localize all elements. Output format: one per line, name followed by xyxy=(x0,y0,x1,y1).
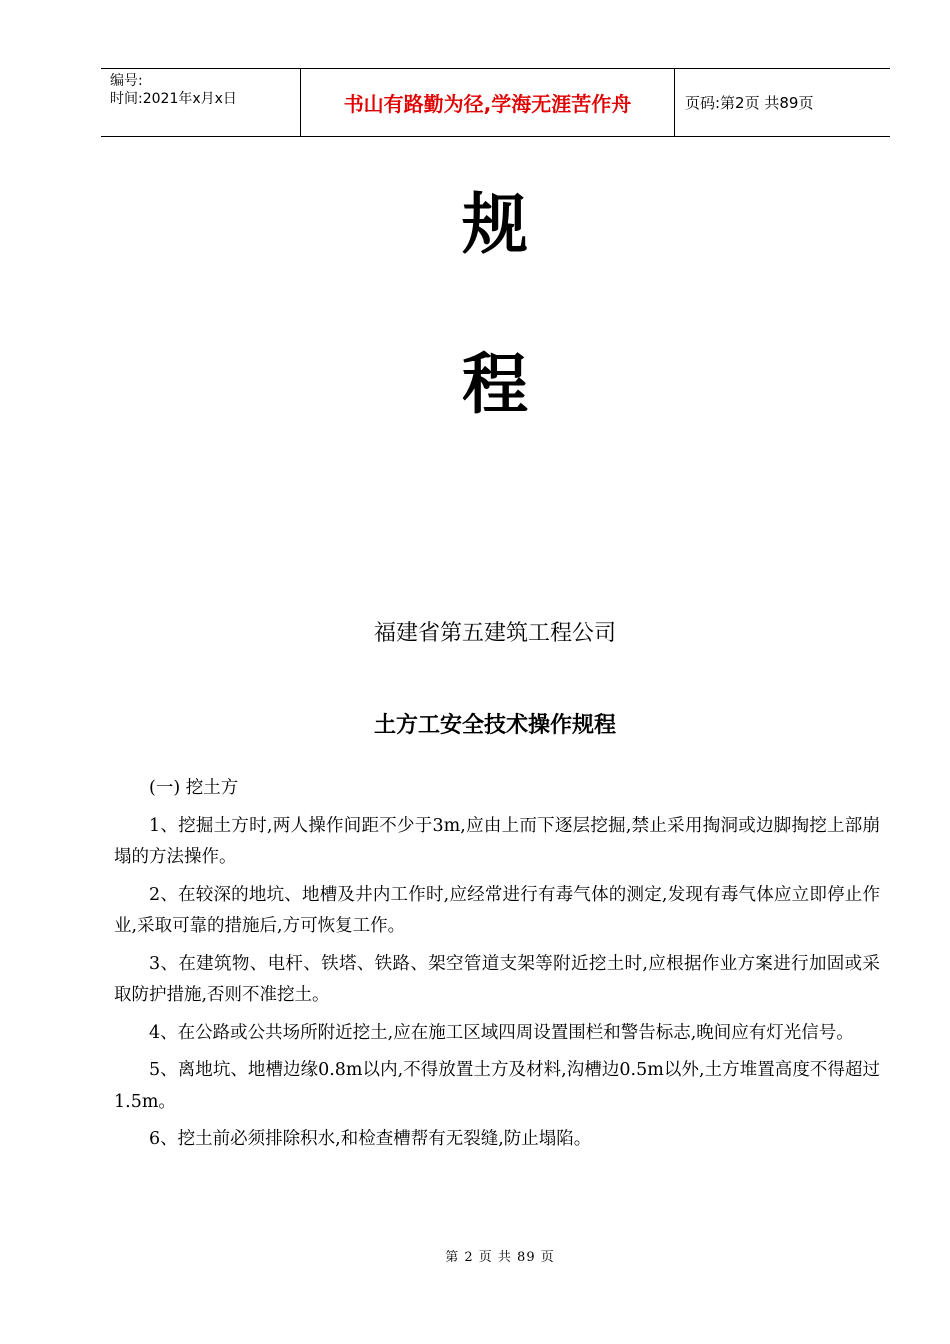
paragraph: 1、挖掘土方时,两人操作间距不少于3m,应由上而下逐层挖掘,禁止采用掏洞或边脚掏挖上部崩塌的方法操作。 xyxy=(114,815,880,867)
paragraph: 5、离地坑、地槽边缘0.8m以内,不得放置土方及材料,沟槽边0.5m以外,土方堆置高度不得超过1.5m。 xyxy=(114,1060,880,1112)
paragraph: 2、在较深的地坑、地槽及井内工作时,应经常进行有毒气体的测定,发现有毒气体应立即停止作业,采取可靠的措施后,方可恢复工作。 xyxy=(114,884,880,936)
header-motto: 书山有路勤为径,学海无涯苦作舟 xyxy=(301,69,675,136)
time-label: 时间:2021年x月x日 xyxy=(110,91,237,107)
cover-char-2: 程 xyxy=(462,346,528,423)
company-name: 福建省第五建筑工程公司 xyxy=(373,621,616,646)
page-header xyxy=(101,68,890,137)
number-label: 编号: xyxy=(110,73,143,89)
cover-char-1: 规 xyxy=(462,186,528,263)
document-body xyxy=(114,773,880,1162)
paragraph: 6、挖土前必须排除积水,和检查槽帮有无裂缝,防止塌陷。 xyxy=(149,1129,592,1149)
paragraph: 4、在公路或公共场所附近挖土,应在施工区域四周设置围栏和警告标志,晚间应有灯光信号。 xyxy=(149,1022,854,1043)
header-page-info: 页码:第2页 共89页 xyxy=(685,94,814,112)
section-heading: (一) 挖土方 xyxy=(149,778,239,798)
document-title: 土方工安全技术操作规程 xyxy=(373,713,616,738)
header-meta xyxy=(101,69,301,136)
paragraph: 3、在建筑物、电杆、铁塔、铁路、架空管道支架等附近挖土时,应根据作业方案进行加固或采取防护措施,否则不准挖土。 xyxy=(114,953,880,1005)
page-footer: 第 2 页 共 89 页 xyxy=(445,1250,555,1265)
